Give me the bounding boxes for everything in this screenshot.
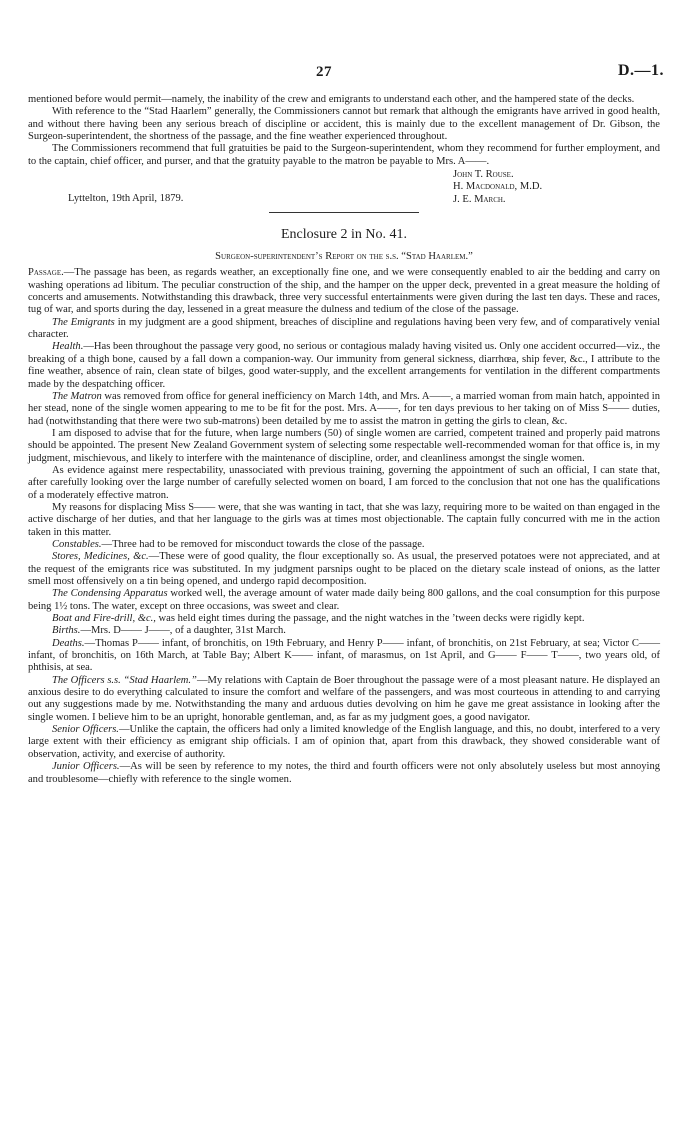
report-paragraph xyxy=(28,724,660,761)
intro-paragraph: With reference to the “Stad Haarlem” generally, the Commissioners cannot but remark that although the emigrants have arrived in good health, and without there having been any serious breach of discipline or accident, this is mainly due to the excellent management of Dr. Gibson, the Surgeon-superintendent, the shortness of the passage, and the fine weather experienced throughout. xyxy=(28,106,660,143)
paragraph-heading: Stores, Medicines, &c. xyxy=(52,551,149,563)
report-paragraph xyxy=(28,428,660,465)
paragraph-heading: Boat and Fire-drill, &c., xyxy=(52,613,156,625)
signature-line: H. Macdonald, M.D. xyxy=(453,181,543,193)
report-paragraph xyxy=(28,761,660,786)
signature-block xyxy=(28,169,660,206)
report-paragraph xyxy=(28,675,660,724)
paragraph-text: worked well, the average amount of water made daily being 800 gallons, and the coal consumption for this purpose being 1½ tons. The water, except on three occasions, was sweet and clear. xyxy=(28,588,660,612)
report-paragraph xyxy=(28,539,660,551)
paragraph-text: —Thomas P—— infant, of bronchitis, on 19th February, and Henry P—— infant, of bronchitis, on 21st February, at sea; Victor C—— infant, of bronchitis, on 16th March, at Table Bay; Albert K—— infant, of marasmus, on 1st April, and G—— F—— T——, two years old, of phthisis, at sea. xyxy=(28,637,660,674)
dateline: Lyttelton, 19th April, 1879. xyxy=(68,193,184,205)
report-body xyxy=(28,267,660,785)
divider xyxy=(269,212,419,213)
paragraph-text: —Unlike the captain, the officers had only a limited knowledge of the English language, and this, no doubt, interfered to a very large extent with their efficiency as emigrant ship officials. I am of opinion that, apart from this drawback, they showed considerable want of observation, activity, and exercise of authority. xyxy=(28,724,660,760)
paragraph-heading: Junior Officers. xyxy=(52,761,120,773)
paragraph-heading: Passage. xyxy=(28,267,64,279)
paragraph-text: —The passage has been, as regards weather, an exceptionally fine one, and we were consequently enabled to air the bedding and carry on washing operations ad libitum. The peculiar construction of the ship, and the hamper on the upper deck, prevented in a great measure the holding of concerts and amusements. Notwithstanding this drawback, three very successful entertainments were given during the last ten days. These and races, tug of war, and sports during the day, lessened in a great measure the dulness and tedium of the close of the passage. xyxy=(28,267,660,316)
report-paragraph xyxy=(28,613,660,625)
intro-paragraph: The Commissioners recommend that full gratuities be paid to the Surgeon-superintendent, whom they recommend for further employment, and to the captain, chief officer, and purser, and that the gratuity payable to the matron be payable to Mrs. A——. xyxy=(28,143,660,167)
paragraph-heading: The Emigrants xyxy=(52,316,115,328)
report-paragraph xyxy=(28,625,660,637)
report-title: Surgeon-superintendent’s Report on the s.s. “Stad Haarlem.” xyxy=(215,251,473,263)
signature-line: John T. Rouse. xyxy=(453,169,514,181)
report-paragraph xyxy=(28,588,660,613)
document-id: D.—1. xyxy=(617,62,664,79)
paragraph-text: I am disposed to advise that for the future, when large numbers (50) of single women are carried, competent trained and properly paid matrons should be appointed. The present New Zealand Government system of selecting some respectable well-recommended woman for that office is, in my judgment, mischievous, and likely to interfere with the maintenance of discipline, order, and cleanliness amongst the single women. xyxy=(28,427,660,464)
report-paragraph xyxy=(28,391,660,428)
signature-line: J. E. March. xyxy=(453,193,506,205)
paragraph-text: was held eight times during the passage, and the night watches in the ’tween decks were rigidly kept. xyxy=(155,613,585,625)
paragraph-text: in my judgment are a good shipment, breaches of discipline and regulations having been very few, and of comparatively venial character. xyxy=(28,316,660,341)
paragraph-text: —These were of good quality, the flour exceptionally so. As usual, the preserved potatoes were not appreciated, and at the request of the emigrants rice was substituted. In my judgment parsnips ought to be placed on the dietary scale instead of onions, as the latter smell most offensively on a tin being opened, and undergo rapid decomposition. xyxy=(28,551,660,587)
report-paragraph xyxy=(28,638,660,675)
page-number: 27 xyxy=(316,64,332,80)
paragraph-heading: Deaths. xyxy=(52,637,85,649)
paragraph-text: My reasons for displacing Miss S—— were, that she was wanting in tact, that she was lazy, requiring more to be waited on than engaged in the active discharge of her duties, and that her language to the girls was at times most objectionable. The captain fully concurred with me in the action taken in this matter. xyxy=(28,501,660,538)
report-paragraph xyxy=(28,317,660,342)
paragraph-heading: The Officers s.s. “Stad Haarlem.” xyxy=(52,674,197,686)
report-paragraph xyxy=(28,341,660,390)
report-paragraph xyxy=(28,465,660,502)
paragraph-heading: Births. xyxy=(52,625,81,637)
paragraph-heading: Senior Officers. xyxy=(52,724,119,736)
intro-paragraph: mentioned before would permit—namely, the inability of the crew and emigrants to understand each other, and the hampered state of the decks. xyxy=(28,94,635,105)
paragraph-text: —Has been throughout the passage very good, no serious or contagious malady having visited us. Only one accident occurred—viz., the breaking of a thigh bone, caused by a fall down a companion-way. Our immunity from general sickness, diarrhœa, ship fever, &c., I attribute to the fine weather, absence of rain, clean state of bilges, good water-supply, and the excellent arrangements for ventilation in the different compartments made by the despatching officer. xyxy=(28,341,660,390)
paragraph-text: —As will be seen by reference to my notes, the third and fourth officers were not only absolutely useless but most annoying and troublesome—chiefly with reference to the single women. xyxy=(28,761,660,785)
report-paragraph xyxy=(28,502,660,539)
paragraph-heading: The Matron xyxy=(52,390,102,402)
paragraph-text: As evidence against mere respectability, unassociated with previous training, governing the appointment of such an official, I can state that, after carefully looking over the large number of carefully selected women on board, I am forced to the conclusion that not one has the qualifications of a moderately effective matron. xyxy=(28,464,660,501)
report-paragraph xyxy=(28,551,660,588)
paragraph-heading: Constables. xyxy=(52,538,102,550)
paragraph-text: was removed from office for general inefficiency on March 14th, and Mrs. A——, a married woman from main hatch, appointed in her stead, none of the single women appearing to me to be fit for the post. Mrs. A——, for ten days previous to her taking on of Miss S—— duties, had (notwithstanding that there were two sub-matrons) been detailed by me to assist the matron in getting the girls to clean, &c. xyxy=(28,390,660,427)
enclosure-title: Enclosure 2 in No. 41. xyxy=(281,227,407,243)
body-text xyxy=(28,94,660,786)
paragraph-heading: Health. xyxy=(52,341,84,353)
paragraph-heading: The Condensing Apparatus xyxy=(52,588,168,600)
paragraph-text: —My relations with Captain de Boer throughout the passage were of a most pleasant nature. He displayed an anxious desire to do everything calculated to insure the comfort and welfare of the passengers, and was most courteous in attending to and carrying out any suggestions made by me. Notwithstanding the many and arduous duties devolving on him he gave me great assistance in looking after the single women. I believe him to be an upright, honorable gentleman, and, as far as my judgment goes, a good navigator. xyxy=(28,674,660,723)
paragraph-text: —Mrs. D—— J——, of a daughter, 31st March. xyxy=(80,625,286,637)
paragraph-text: —Three had to be removed for misconduct towards the close of the passage. xyxy=(101,538,425,550)
report-paragraph xyxy=(28,267,660,316)
